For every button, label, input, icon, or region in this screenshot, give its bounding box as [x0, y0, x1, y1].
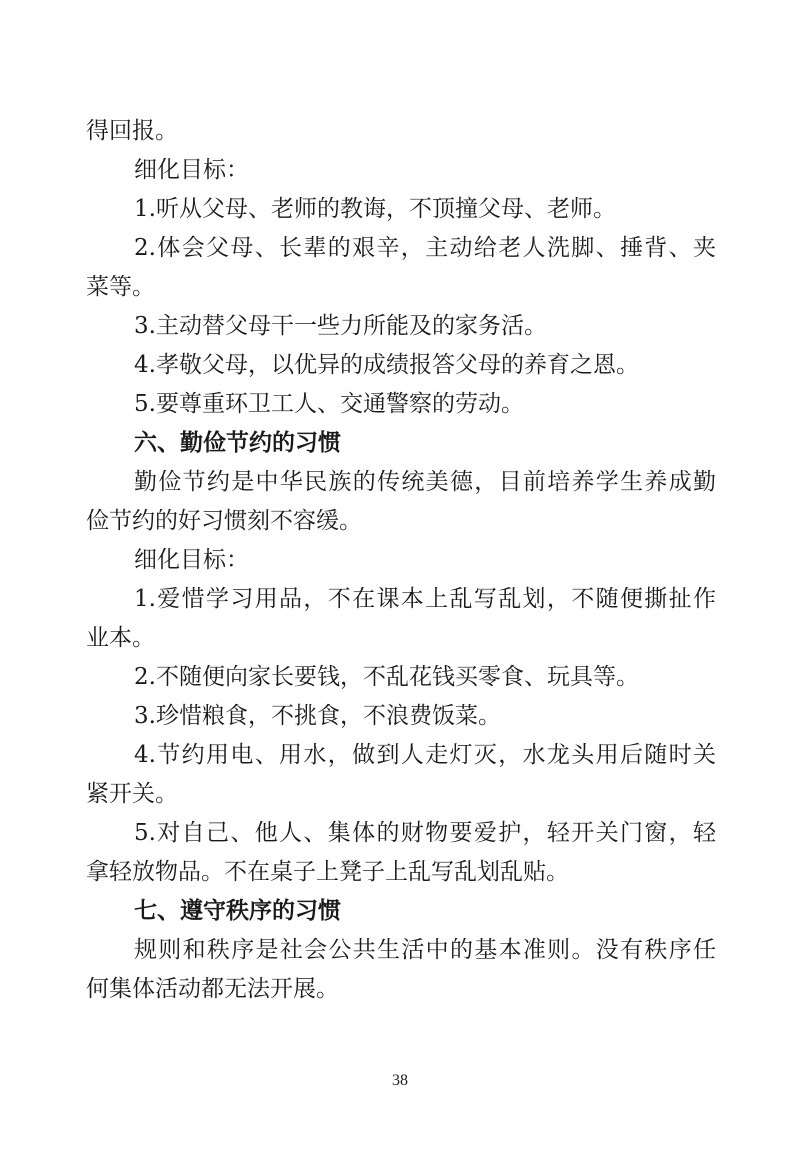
list-item-line: 1.爱惜学习用品，不在课本上乱写乱划，不随便撕扯作 — [134, 586, 716, 612]
subheading-line: 细化目标： — [134, 157, 249, 183]
paragraph-line: 勤俭节约是中华民族的传统美德，目前培养学生养成勤 — [134, 469, 716, 495]
list-item-line: 5.要尊重环卫工人、交通警察的劳动。 — [134, 391, 524, 417]
list-item-line: 5.对自己、他人、集体的财物要爱护，轻开关门窗，轻 — [134, 820, 716, 846]
list-item-line: 3.主动替父母干一些力所能及的家务活。 — [134, 313, 547, 339]
list-item-line: 4.孝敬父母，以优异的成绩报答父母的养育之恩。 — [134, 352, 639, 378]
list-item-continuation: 紧开关。 — [86, 781, 178, 807]
paragraph-line: 规则和秩序是社会公共生活中的基本准则。没有秩序任 — [134, 937, 716, 963]
list-item-continuation: 业本。 — [86, 625, 155, 651]
list-item-line: 2.体会父母、长辈的艰辛，主动给老人洗脚、捶背、夹 — [134, 235, 716, 261]
paragraph-line: 得回报。 — [86, 118, 178, 144]
list-item-line: 1.听从父母、老师的教诲，不顶撞父母、老师。 — [134, 196, 616, 222]
subheading-line: 细化目标： — [134, 547, 249, 573]
document-body — [86, 112, 716, 1009]
paragraph-line: 何集体活动都无法开展。 — [86, 976, 339, 1002]
section-heading: 六、勤俭节约的习惯 — [134, 430, 341, 456]
list-item-continuation: 菜等。 — [86, 274, 155, 300]
paragraph-line: 俭节约的好习惯刻不容缓。 — [86, 508, 362, 534]
list-item-line: 4.节约用电、用水，做到人走灯灭，水龙头用后随时关 — [134, 742, 716, 768]
list-item-line: 3.珍惜粮食，不挑食，不浪费饭菜。 — [134, 703, 501, 729]
section-heading: 七、遵守秩序的习惯 — [134, 898, 341, 924]
list-item-line: 2.不随便向家长要钱，不乱花钱买零食、玩具等。 — [134, 664, 639, 690]
page-number: 38 — [392, 1072, 408, 1089]
list-item-continuation: 拿轻放物品。不在桌子上凳子上乱写乱划乱贴。 — [86, 859, 569, 885]
